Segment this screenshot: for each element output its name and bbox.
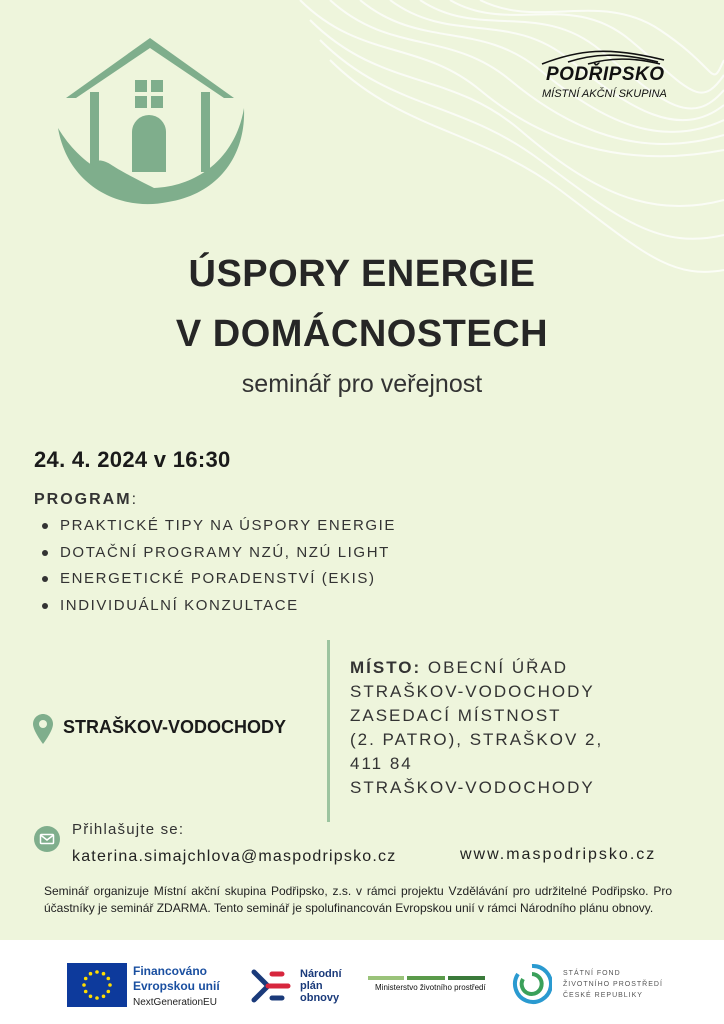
npo-line2: plán [300, 980, 323, 992]
logo-subtitle: MÍSTNÍ AKČNÍ SKUPINA [542, 88, 667, 100]
program-heading [34, 491, 138, 509]
venue-details [350, 656, 710, 800]
page-title-line1: ÚSPORY ENERGIE [188, 253, 536, 295]
organizer-note: Seminář organizuje Místní akční skupina Podřipsko, z.s. v rámci projektu Vzdělávání pro udržitelné Podřipsko. Pro účastníky je seminář ZDARMA. Tento seminář je spolufinancován Evropskou unií v rámci Národního plánu obnovy. [44, 884, 672, 915]
eu-funding-label [133, 964, 220, 1010]
program-item: INDIVIDUÁLNÍ KONZULTACE [40, 595, 396, 622]
venue-line: 411 84 [350, 754, 413, 773]
house-hand-icon [50, 36, 250, 208]
eu-line2: Evropskou unií [133, 979, 220, 993]
event-date: 24. 4. 2024 v 16:30 [34, 447, 231, 472]
mzp-bar-icon [368, 976, 485, 980]
program-item: PRAKTICKÉ TIPY NA ÚSPORY ENERGIE [40, 515, 396, 542]
page-title-line2: V DOMÁCNOSTECH [175, 313, 549, 355]
eu-line3: NextGenerationEU [133, 997, 217, 1008]
page-subtitle: seminář pro veřejnost [241, 370, 483, 398]
venue-label: MÍSTO: [350, 658, 422, 677]
venue-line: OBECNÍ ÚŘAD [427, 658, 568, 677]
venue-line: STRAŠKOV-VODOCHODY [350, 682, 595, 701]
npo-label [300, 968, 342, 1004]
program-label: PROGRAM [34, 491, 132, 508]
eu-line1: Financováno [133, 964, 208, 978]
logo-name: PODŘIPSKO [546, 64, 665, 85]
venue-line: STRAŠKOV-VODOCHODY [350, 778, 595, 797]
location-name: STRAŠKOV-VODOCHODY [63, 717, 287, 737]
vertical-divider [327, 640, 330, 822]
register-label: Přihlašujte se: [72, 821, 185, 838]
sfzp-logo-icon [512, 962, 552, 1006]
footer-logos [0, 940, 724, 1024]
mail-icon [34, 826, 60, 852]
program-item: DOTAČNÍ PROGRAMY NZÚ, NZÚ LIGHT [40, 542, 396, 569]
eu-flag-icon [67, 963, 127, 1007]
website-link[interactable]: www.maspodripsko.cz [460, 846, 657, 863]
sfzp-line2: ŽIVOTNÍHO PROSTŘEDÍ [563, 981, 663, 988]
sfzp-line3: ČESKÉ REPUBLIKY [563, 992, 643, 999]
venue-line: ZASEDACÍ MÍSTNOST [350, 706, 562, 725]
location-pin-icon [33, 714, 53, 744]
email-link[interactable]: katerina.simajchlova@maspodripsko.cz [72, 848, 397, 865]
npo-line1: Národní [300, 968, 342, 980]
npo-line3: obnovy [300, 992, 340, 1004]
program-list [40, 515, 396, 621]
podripsko-logo [538, 44, 668, 104]
mountain-icon [538, 44, 668, 66]
program-colon: : [131, 491, 139, 508]
sfzp-label [563, 968, 663, 1001]
sfzp-line1: STÁTNÍ FOND [563, 970, 621, 977]
venue-line: (2. PATRO), STRAŠKOV 2, [350, 730, 604, 749]
program-item: ENERGETICKÉ PORADENSTVÍ (EKIS) [40, 568, 396, 595]
mzp-label: Ministerstvo životního prostředí [375, 983, 486, 992]
npo-logo-icon [248, 966, 292, 1006]
